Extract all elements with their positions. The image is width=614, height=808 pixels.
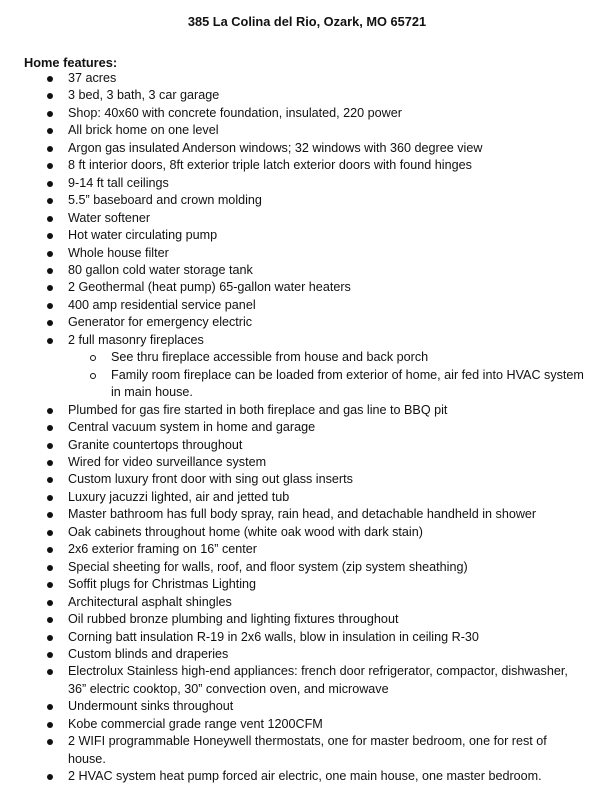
bullet-icon bbox=[47, 477, 53, 483]
bullet-icon bbox=[47, 460, 53, 466]
list-item bbox=[0, 454, 614, 471]
sub-list-item-text: See thru fireplace accessible from house and back porch bbox=[111, 350, 429, 365]
list-item-text: Special sheeting for walls, roof, and floor system (zip system sheathing) bbox=[68, 559, 468, 574]
list-item bbox=[0, 402, 614, 419]
bullet-icon bbox=[47, 181, 53, 187]
hollow-bullet-icon bbox=[90, 373, 96, 379]
list-item-text: 2x6 exterior framing on 16” center bbox=[68, 542, 257, 557]
bullet-icon bbox=[47, 512, 53, 518]
list-item bbox=[0, 646, 614, 663]
bullet-icon bbox=[47, 652, 53, 658]
bullet-icon bbox=[47, 320, 53, 326]
list-item-text: All brick home on one level bbox=[68, 123, 219, 138]
bullet-icon bbox=[47, 93, 53, 99]
list-item-text: Master bathroom has full body spray, rain head, and detachable handheld in shower bbox=[68, 507, 537, 522]
features-list bbox=[0, 70, 614, 786]
list-item bbox=[0, 698, 614, 715]
list-item-text: Electrolux Stainless high-end appliances: french door refrigerator, compactor, dishwasher, 36” electric cooktop, 30” convection oven, and microwave bbox=[68, 664, 568, 696]
bullet-icon bbox=[47, 617, 53, 623]
list-item-text: 8 ft interior doors, 8ft exterior triple latch exterior doors with found hinges bbox=[68, 158, 472, 173]
list-item-text: 80 gallon cold water storage tank bbox=[68, 262, 253, 277]
bullet-icon bbox=[47, 774, 53, 780]
hollow-bullet-icon bbox=[90, 355, 96, 361]
list-item bbox=[0, 663, 614, 698]
list-item bbox=[0, 210, 614, 227]
list-item-text: Corning batt insulation R-19 in 2x6 walls, blow in insulation in ceiling R-30 bbox=[68, 629, 479, 644]
list-item-text: Argon gas insulated Anderson windows; 32 windows with 360 degree view bbox=[68, 140, 483, 155]
list-item bbox=[0, 437, 614, 454]
list-item bbox=[0, 105, 614, 122]
list-item bbox=[0, 489, 614, 506]
list-item-text: Soffit plugs for Christmas Lighting bbox=[68, 577, 257, 592]
list-item-text: 9-14 ft tall ceilings bbox=[68, 175, 169, 190]
list-item bbox=[0, 733, 614, 768]
list-item-text: Wired for video surveillance system bbox=[68, 454, 267, 469]
list-item-text: 5.5” baseboard and crown molding bbox=[68, 193, 262, 208]
list-item-text: Luxury jacuzzi lighted, air and jetted tub bbox=[68, 489, 290, 504]
bullet-icon bbox=[47, 251, 53, 257]
list-item bbox=[0, 332, 614, 402]
list-item-text: 2 full masonry fireplaces bbox=[68, 332, 204, 347]
list-item bbox=[0, 297, 614, 314]
list-item bbox=[0, 140, 614, 157]
list-item-text: Plumbed for gas fire started in both fireplace and gas line to BBQ pit bbox=[68, 402, 448, 417]
list-item-text: Granite countertops throughout bbox=[68, 437, 243, 452]
list-item-text: 2 WIFI programmable Honeywell thermostats, one for master bedroom, one for rest of house. bbox=[68, 734, 547, 766]
bullet-icon bbox=[47, 408, 53, 414]
bullet-icon bbox=[47, 338, 53, 344]
bullet-icon bbox=[47, 443, 53, 449]
bullet-icon bbox=[47, 669, 53, 675]
list-item-text: Architectural asphalt shingles bbox=[68, 594, 232, 609]
bullet-icon bbox=[47, 722, 53, 728]
list-item bbox=[0, 629, 614, 646]
list-item bbox=[0, 471, 614, 488]
list-item-text: 37 acres bbox=[68, 71, 117, 85]
list-item-text: Hot water circulating pump bbox=[68, 228, 218, 243]
bullet-icon bbox=[47, 739, 53, 745]
section-heading: Home features: bbox=[24, 55, 118, 70]
sub-list-item bbox=[68, 349, 584, 366]
bullet-icon bbox=[47, 303, 53, 309]
bullet-icon bbox=[47, 635, 53, 641]
list-item bbox=[0, 559, 614, 576]
bullet-icon bbox=[47, 600, 53, 606]
list-item bbox=[0, 419, 614, 436]
list-item-text: Oil rubbed bronze plumbing and lighting fixtures throughout bbox=[68, 612, 399, 627]
list-item bbox=[0, 192, 614, 209]
list-item bbox=[0, 245, 614, 262]
list-item-text: 2 Geothermal (heat pump) 65-gallon water heaters bbox=[68, 280, 351, 295]
bullet-icon bbox=[47, 198, 53, 204]
list-item-text: 3 bed, 3 bath, 3 car garage bbox=[68, 88, 220, 103]
list-item-text: Undermount sinks throughout bbox=[68, 699, 234, 714]
bullet-icon bbox=[47, 547, 53, 553]
list-item bbox=[0, 594, 614, 611]
list-item-text: Custom luxury front door with sing out glass inserts bbox=[68, 472, 353, 487]
bullet-icon bbox=[47, 76, 53, 82]
bullet-icon bbox=[47, 704, 53, 710]
list-item-text: Whole house filter bbox=[68, 245, 169, 260]
list-item bbox=[0, 524, 614, 541]
fireplace-sublist bbox=[68, 349, 584, 401]
bullet-icon bbox=[47, 495, 53, 501]
bullet-icon bbox=[47, 163, 53, 169]
bullet-icon bbox=[47, 268, 53, 274]
list-item bbox=[0, 541, 614, 558]
bullet-icon bbox=[47, 565, 53, 571]
list-item-text: Custom blinds and draperies bbox=[68, 646, 229, 661]
list-item-text: Generator for emergency electric bbox=[68, 315, 253, 330]
list-item bbox=[0, 576, 614, 593]
bullet-icon bbox=[47, 425, 53, 431]
bullet-icon bbox=[47, 146, 53, 152]
bullet-icon bbox=[47, 530, 53, 536]
list-item-text: Kobe commercial grade range vent 1200CFM bbox=[68, 716, 323, 731]
bullet-icon bbox=[47, 233, 53, 239]
list-item-text: 400 amp residential service panel bbox=[68, 297, 256, 312]
list-item bbox=[0, 70, 614, 87]
list-item bbox=[0, 157, 614, 174]
list-item-text: Central vacuum system in home and garage bbox=[68, 420, 316, 435]
list-item bbox=[0, 716, 614, 733]
list-item bbox=[0, 175, 614, 192]
bullet-icon bbox=[47, 216, 53, 222]
list-item bbox=[0, 611, 614, 628]
list-item bbox=[0, 87, 614, 104]
list-item bbox=[0, 227, 614, 244]
list-item-text: Oak cabinets throughout home (white oak wood with dark stain) bbox=[68, 524, 423, 539]
bullet-icon bbox=[47, 128, 53, 134]
bullet-icon bbox=[47, 582, 53, 588]
sub-list-item-text: Family room fireplace can be loaded from exterior of home, air fed into HVAC system in main house. bbox=[111, 367, 584, 400]
list-item bbox=[0, 122, 614, 139]
list-item bbox=[0, 506, 614, 523]
bullet-icon bbox=[47, 285, 53, 291]
list-item-text: Shop: 40x60 with concrete foundation, insulated, 220 power bbox=[68, 105, 402, 120]
list-item bbox=[0, 262, 614, 279]
page-title: 385 La Colina del Rio, Ozark, MO 65721 bbox=[187, 14, 427, 29]
list-item bbox=[0, 768, 614, 785]
list-item-text: Water softener bbox=[68, 210, 151, 225]
list-item bbox=[0, 279, 614, 296]
bullet-icon bbox=[47, 111, 53, 117]
sub-list-item bbox=[68, 367, 584, 402]
list-item-text: 2 HVAC system heat pump forced air electric, one main house, one master bedroom. bbox=[68, 769, 542, 784]
list-item bbox=[0, 314, 614, 331]
